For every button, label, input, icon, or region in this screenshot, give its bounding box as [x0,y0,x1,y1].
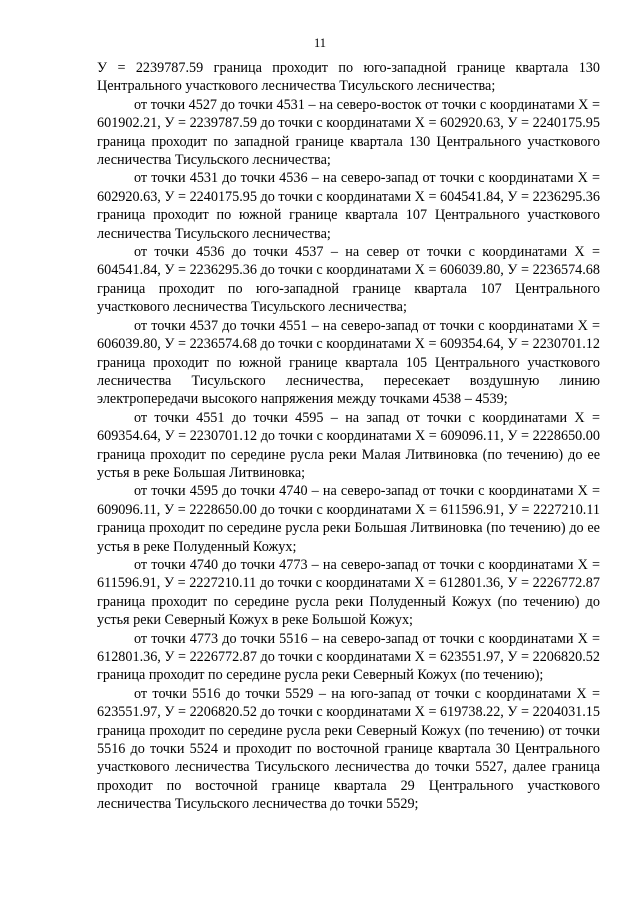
document-body [97,59,600,814]
paragraph: от точки 4740 до точки 4773 – на северо-запад от точки с координатами Х = 611596.91, У = 2227210.11 до точки с координатами Х = 612801.36, У = 2226772.87 граница проходит по середине русла реки Полуденный Кожух (по течению) до устья реки Северный Кожух в реке Большой Кожух; [97,556,600,629]
paragraph: от точки 4595 до точки 4740 – на северо-запад от точки с координатами Х = 609096.11, У = 2228650.00 до точки с координатами Х = 611596.91, У = 2227210.11 граница проходит по середине русла реки Большая Литвиновка (по течению) до ее устья в реке Полуденный Кожух; [97,483,600,555]
paragraph: от точки 4527 до точки 4531 – на северо-восток от точки с координатами Х = 601902.21, У = 2239787.59 до точки с координатами Х = 602920.63, У = 2240175.95 граница проходит по западной границе квартала 130 Центрального участкового лесничества Тисульского лесничества; [97,96,600,169]
paragraph: от точки 4773 до точки 5516 – на северо-запад от точки с координатами Х = 612801.36, У = 2226772.87 до точки с координатами Х = 623551.97, У = 2206820.52 граница проходит по середине русла реки Северный Кожух (по течению); [97,630,600,684]
paragraph: от точки 4536 до точки 4537 – на север от точки с координатами Х = 604541.84, У = 2236295.36 до точки с координатами Х = 606039.80, У = 2236574.68 граница проходит по юго-западной границе квартала 107 Центрального участкового лесничества Тисульского лесничества; [97,244,600,316]
paragraph: от точки 4551 до точки 4595 – на запад от точки с координатами Х = 609354.64, У = 2230701.12 до точки с координатами Х = 609096.11, У = 2228650.00 граница проходит по середине русла реки Малая Литвиновка (по течению) до ее устья в реке Большая Литвиновка; [97,409,600,481]
page-number: 11 [313,36,327,50]
paragraph: У = 2239787.59 граница проходит по юго-западной границе квартала 130 Центрального участкового лесничества Тисульского лесничества; [97,60,600,95]
paragraph: от точки 4531 до точки 4536 – на северо-запад от точки с координатами Х = 602920.63, У = 2240175.95 до точки с координатами Х = 604541.84, У = 2236295.36 граница проходит по южной границе квартала 107 Центрального участкового лесничества Тисульского лесничества; [97,170,600,242]
paragraph: от точки 4537 до точки 4551 – на северо-запад от точки с координатами Х = 606039.80, У = 2236574.68 до точки с координатами Х = 609354.64, У = 2230701.12 граница проходит по южной границе квартала 105 Центрального участкового лесничества Тисульского лесничества, пересекает воздушную линию электропередачи высокого напряжения между точками 4538 – 4539; [97,317,600,408]
paragraph: от точки 5516 до точки 5529 – на юго-запад от точки с координатами Х = 623551.97, У = 2206820.52 до точки с координатами Х = 619738.22, У = 2204031.15 граница проходит по середине русла реки Северный Кожух (по течению) от точки 5516 до точки 5524 и проходит по восточной границе квартала 30 Центрального участкового лесничества Тисульского лесничества до точки 5527, далее граница проходит по восточной границе квартала 29 Центрального участкового лесничества Тисульского лесничества до точки 5529; [97,685,600,813]
